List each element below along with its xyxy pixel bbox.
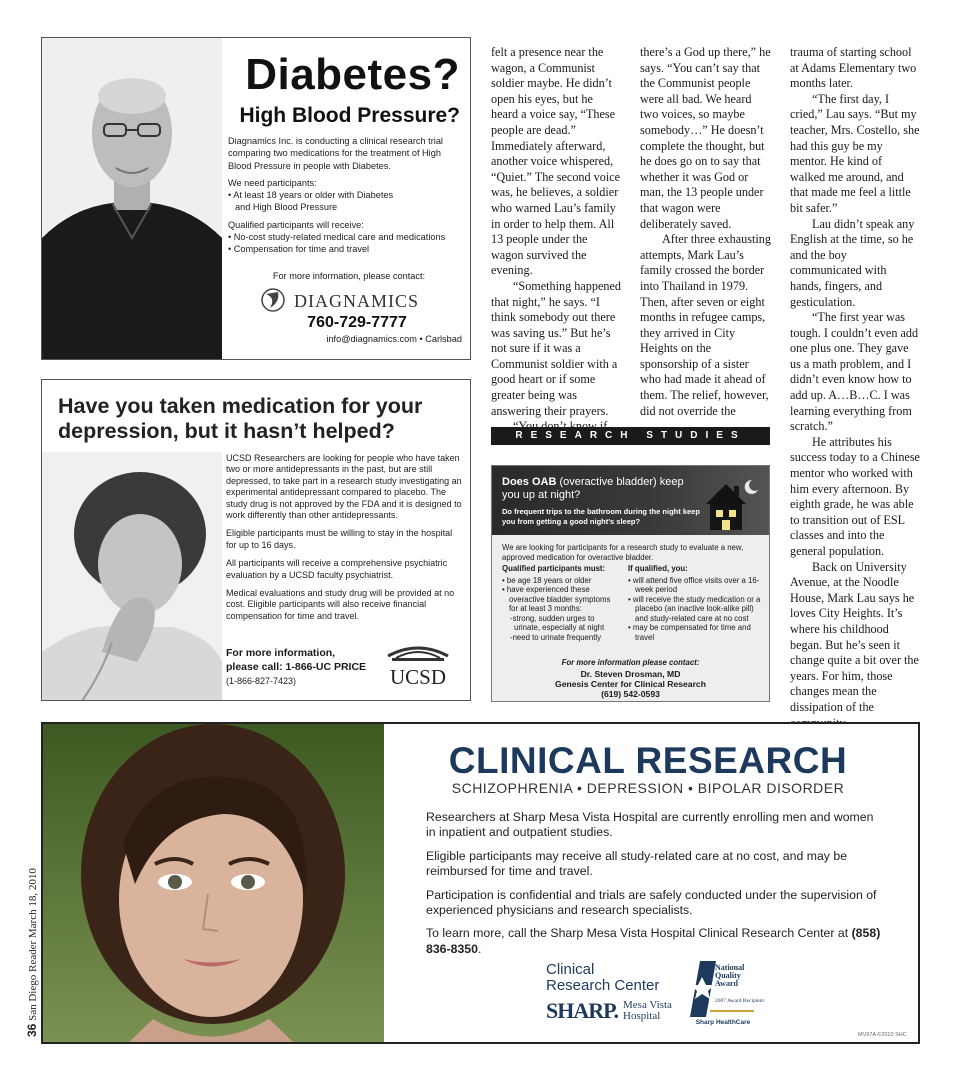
ucsd-headline: Have you taken medication for your depression, but it hasn’t helped?	[58, 394, 423, 443]
article-paragraph: Lau didn’t speak any English at the time, so he and the boy communicated with hands, fingers, and gesticulation.	[790, 216, 915, 309]
oab-ad	[491, 465, 770, 702]
ucsd-paragraph: Medical evaluations and study drug will be provided at no cost. Eligible participants will also receive financial compensation for time and travel.	[226, 588, 455, 621]
oab-must-item: • be age 18 years or older	[502, 575, 592, 585]
article-paragraph: “Something happened that night,” he says. “I think somebody out there was saving us.” But he’s not sure if it was a Communist soldier with a good heart or if some greater being was answering their prayers.	[491, 278, 621, 418]
oab-must-heading: Qualified participants must:	[502, 564, 606, 573]
oab-if-heading: If qualified, you:	[628, 564, 688, 573]
sharp-phone: (858) 836-8350	[426, 926, 881, 956]
oab-title	[502, 476, 702, 502]
mesa-vista-line: Mesa Vista	[623, 999, 672, 1011]
oab-must-column	[502, 564, 620, 642]
article-paragraph: Back on University Avenue, at the Noodle House, Mark Lau says he loves City Heights. It’s where his childhood began. But he’s seen it change quite a bit over the years. For him, those changes mean the dissipation of the	[790, 559, 919, 714]
oab-phone: (619) 542-0593	[601, 689, 660, 699]
conditions-subtitle: SCHIZOPHRENIA • DEPRESSION • BIPOLAR DISORDER	[451, 780, 845, 796]
clinical-research-title: CLINICAL RESEARCH	[448, 740, 848, 781]
ucsd-logo-icon	[382, 638, 454, 662]
award-line: Quality	[715, 971, 741, 980]
article-paragraph: trauma of starting school at Adams Elementary two months later.	[790, 45, 917, 91]
sharp-ad-body	[426, 810, 886, 965]
oab-center: Genesis Center for Clinical Research	[555, 679, 706, 689]
need-item: • At least 18 years or older with Diabetes	[228, 190, 394, 201]
oab-symptom-item: -strong, sudden urges to urinate, especially at night	[510, 613, 605, 632]
oab-more-info: For more information please contact:	[561, 658, 700, 667]
page-number: 36	[25, 1023, 39, 1037]
publication-line: San Diego Reader March 18, 2010	[27, 868, 39, 1024]
oab-if-item: • will receive the study medication or a placebo (an inactive look-alike pill) and study-related care at no cost	[628, 594, 761, 623]
article-paragraph: there’s a God up there,” he says. “You can’t say that the Communist people were all bad. We heard two voices, so maybe somebody…” He doesn’t complete the thought, but he does go on to say that whether it was God or man, the 13 people under that wagon were deliberately saved.	[640, 45, 771, 231]
ucsd-logo	[382, 638, 454, 688]
ad-code: MV97A ©2010 SHC	[858, 1032, 907, 1038]
oab-title-bold: Does OAB	[502, 476, 557, 488]
ucsd-paragraph: Eligible participants must be willing to stay in the hospital for up to 16 days.	[226, 528, 453, 550]
diagnamics-logo-text: DIAGNAMICS	[294, 291, 420, 311]
article-column-2	[640, 45, 772, 419]
award-line: National	[715, 963, 745, 972]
sharp-clinical-research-ad	[41, 722, 920, 1044]
ucsd-call-line: For more information,	[226, 647, 336, 659]
sharp-healthcare-label: Sharp HealthCare	[695, 1019, 751, 1026]
need-item: and High Blood Pressure	[235, 202, 338, 213]
award-year: 2007 Award Recipient	[715, 998, 764, 1004]
oab-must-item: • have experienced these overactive bladder symptoms for at least 3 months:	[502, 585, 611, 613]
article-paragraph: After three exhausting attempts, Mark Lau’s family crossed the border into Thailand in 1979. Then, after seven or eight months in refugee camps, they arrived in City Heights on the sponsorship of a sister who had made it ahead of them. The relief, however, did not override the	[640, 232, 771, 418]
article-paragraph: He attributes his success today to a Chinese mentor who worked with him every afternoon. By eighth grade, he was able to transition out of ESL classes and into the general population.	[790, 434, 920, 558]
oab-doctor: Dr. Steven Drosman, MD	[580, 669, 681, 679]
contact-line: For more information, please contact:	[272, 271, 426, 281]
woman-portrait-photo	[42, 452, 222, 701]
man-portrait-photo	[42, 38, 222, 359]
diabetes-intro: Diagnamics Inc. is conducting a clinical research trial comparing two medications for the treatment of High Blood Pressure in people with Diabetes.	[228, 136, 443, 171]
woman-headshot-photo	[43, 724, 384, 1042]
need-heading: We need participants:	[228, 177, 317, 188]
oab-contact	[492, 669, 769, 699]
ucsd-call-line: please call: 1-866-UC PRICE	[226, 661, 367, 673]
ucsd-paragraph: All participants will receive a comprehensive psychiatric evaluation by a UCSD faculty psychiatrist.	[226, 558, 448, 580]
diabetes-ad	[41, 37, 471, 360]
ucsd-ad-body	[226, 453, 462, 629]
sharp-logo-text: SHARP.	[546, 998, 619, 1023]
sharp-contact-end: .	[477, 941, 482, 956]
article-paragraph: “The first year was tough. I couldn’t even add one plus one. They gave us a math problem, and I didn’t even know how to add up. A…B…C. I was learning everything from scratch.”	[790, 310, 919, 434]
article-column-3	[790, 45, 920, 731]
ucsd-call	[226, 646, 386, 674]
article-column-1	[491, 45, 621, 435]
award-text	[715, 964, 744, 988]
oab-symptom-item: -need to urinate frequently	[510, 632, 602, 642]
ucsd-logo-text: UCSD	[389, 665, 447, 689]
mesa-vista-hospital-logo	[623, 1000, 672, 1022]
oab-header	[492, 466, 769, 535]
sharp-contact-text: To learn more, call the Sharp Mesa Vista Hospital Clinical Research Center at	[426, 926, 852, 941]
diagnamics-email: info@diagnamics.com • Carlsbad	[326, 334, 462, 344]
sharp-contact-paragraph	[426, 926, 886, 957]
oab-if-column	[628, 564, 764, 642]
ucsd-depression-ad	[41, 379, 471, 701]
oab-title-rest: (overactive bladder) keep you up at night?	[502, 476, 684, 501]
house-at-night-icon	[700, 474, 762, 532]
qualified-item: • No-cost study-related medical care and medications	[228, 232, 446, 243]
mesa-vista-line: Hospital	[623, 1010, 661, 1022]
qualified-item: • Compensation for time and travel	[228, 244, 370, 255]
oab-if-item: • will attend five office visits over a 16-week period	[628, 575, 760, 594]
diagnamics-logo-icon	[260, 288, 286, 312]
diabetes-headline: Diabetes?	[245, 50, 460, 99]
sharp-paragraph: Eligible participants may receive all study-related care at no cost, and may be reimbursed for time and travel.	[426, 848, 848, 879]
ucsd-paragraph: UCSD Researchers are looking for people who have taken two or more antidepressants in the past, but are still depressed, to take part in a research study investigating an experimental antidepressant compared to placebo. The study drug is not approved by the FDA and it is designed to work differently than other antidepressants.	[226, 453, 462, 521]
oab-intro: We are looking for participants for a research study to evaluate a new, approved medication for overactive bladder.	[502, 543, 744, 562]
oab-if-item: • may be compensated for time and travel	[628, 623, 751, 642]
article-paragraph: felt a presence near the wagon, a Communist soldier maybe. He didn’t open his eyes, but he heard a voice say, “These people are dead.” Immediately afterward, another voice whispered, “Quiet.” The second voice was, he believes, a soldier who warned Lau’s family in order to help them. All 13 people under the wagon survived the evening.	[491, 45, 621, 278]
blood-pressure-subheadline: High Blood Pressure?	[239, 104, 460, 127]
diagnamics-logo	[260, 288, 460, 312]
crc-line: Clinical	[546, 961, 595, 978]
qualified-heading: Qualified participants will receive:	[228, 219, 364, 230]
ucsd-phone-number: (1-866-827-7423)	[226, 676, 297, 686]
page-folio	[25, 868, 39, 1037]
diabetes-ad-body	[228, 135, 462, 256]
article-paragraph: “The first day, I cried,” Lau says. “But my teacher, Mrs. Costello, she had this guy be my mentor. He kind of walked me around, and that made me feel a little bit safer.”	[790, 91, 920, 215]
diagnamics-phone: 760-729-7777	[307, 314, 407, 331]
sharp-paragraph: Participation is confidential and trials are safely conducted under the supervision of experienced physicians and research specialists.	[426, 887, 877, 918]
award-line: Award	[715, 979, 738, 988]
research-studies-bar: RESEARCH STUDIES	[491, 427, 770, 445]
sharp-paragraph: Researchers at Sharp Mesa Vista Hospital are currently enrolling men and women in inpatient and outpatient studies.	[426, 810, 874, 840]
oab-subtitle: Do frequent trips to the bathroom during the night keep you from getting a good night’s sleep?	[502, 507, 700, 526]
crc-line: Research Center	[546, 977, 660, 994]
clinical-research-center-logo	[546, 962, 686, 994]
